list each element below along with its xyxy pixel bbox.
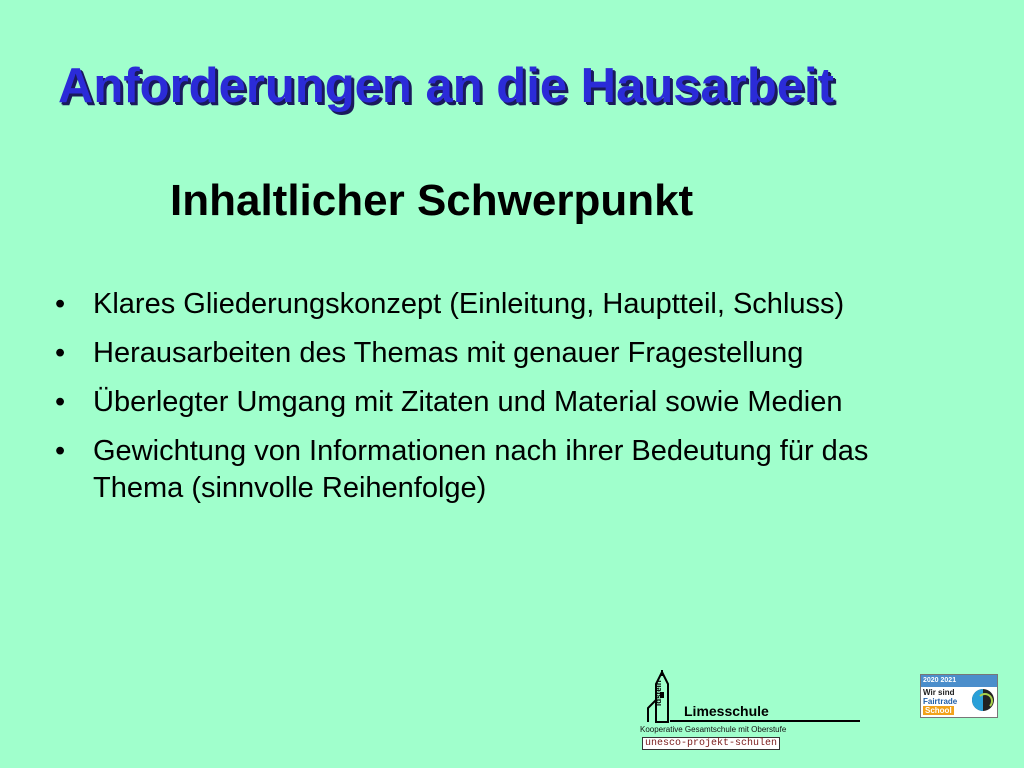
bullet-item: [55, 286, 955, 323]
bullet-item: [55, 335, 955, 372]
logo-divider: [670, 720, 860, 722]
bullet-item: [55, 433, 955, 507]
fairtrade-school-badge: [920, 674, 998, 718]
bullet-icon: •: [55, 386, 66, 418]
bullet-text: Gewichtung von Informationen nach ihrer Bedeutung für das Thema (sinnvolle Reihenfolge): [93, 435, 869, 504]
bullet-icon: •: [55, 435, 66, 467]
fairtrade-mark-icon: [972, 689, 994, 711]
fairtrade-line2: Fairtrade: [923, 697, 958, 706]
bullet-item: [55, 384, 955, 421]
unesco-badge: unesco-projekt-schulen: [642, 737, 780, 750]
bullet-text: Überlegter Umgang mit Zitaten und Material sowie Medien: [93, 386, 843, 418]
school-location-label: Idstein: [654, 680, 663, 706]
bullet-text: Klares Gliederungskonzept (Einleitung, Hauptteil, Schluss): [93, 288, 845, 320]
school-logo: [640, 670, 860, 754]
bullet-icon: •: [55, 288, 66, 320]
bullet-text: Herausarbeiten des Themas mit genauer Fragestellung: [93, 337, 804, 369]
bullet-icon: •: [55, 337, 66, 369]
school-tagline: Kooperative Gesamtschule mit Oberstufe: [640, 725, 787, 734]
fairtrade-line1: Wir sind: [923, 688, 955, 697]
slide-subtitle: Inhaltlicher Schwerpunkt: [170, 176, 694, 225]
fairtrade-year: 2020 2021: [921, 675, 997, 687]
fairtrade-line3: School: [925, 706, 952, 715]
slide-title: Anforderungen an die Hausarbeit: [58, 59, 834, 113]
school-name: Limesschule: [684, 703, 769, 719]
bullet-list: [55, 286, 955, 519]
